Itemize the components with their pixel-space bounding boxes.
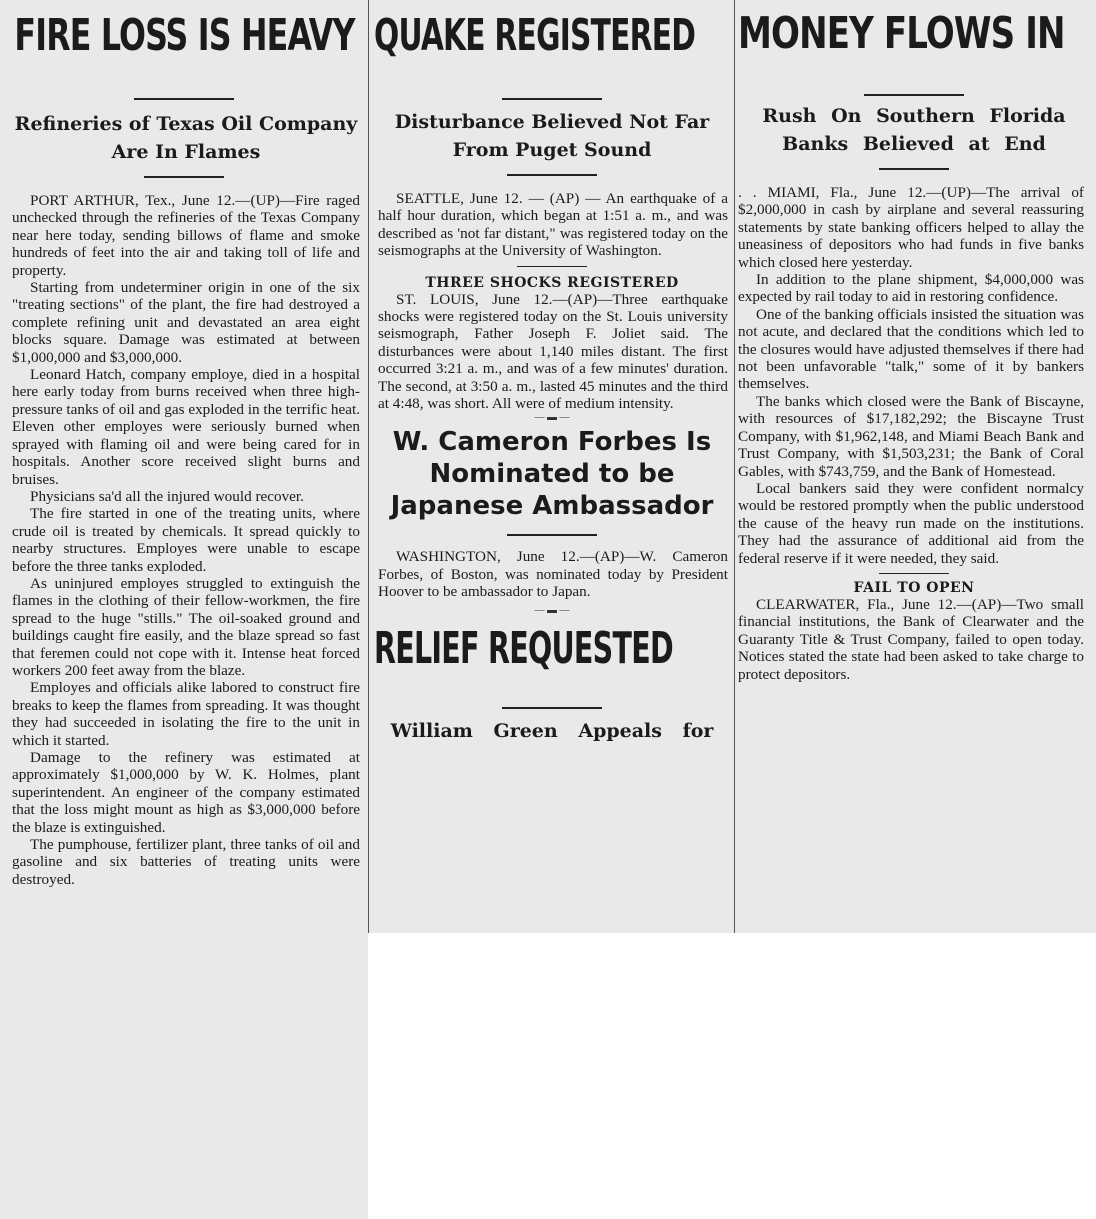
paragraph: WASHINGTON, June 12.—(AP)—W. Cameron Forbes, of Boston, was nominated today by President Hoover to be ambassador to Japan. bbox=[378, 548, 728, 601]
deck-fire-loss: Refineries of Texas Oil Company Are In Flames bbox=[14, 113, 358, 163]
paragraph: Local bankers said they were confident normalcy would be restored promptly when the public understood the cause of the heavy run made on the institutions. They had the assurance of additional aid from the federal reserve if it were needed, they said. bbox=[738, 479, 1084, 567]
paragraph: Employes and officials alike labored to construct fire breaks to keep the flames from spreading. It was thought they had succeeded in isolating the fire to the unit in which it started. bbox=[12, 679, 360, 749]
flag-ornament-icon: — ▬ — bbox=[534, 412, 570, 424]
column-money bbox=[738, 0, 1090, 933]
story-rule bbox=[517, 266, 587, 267]
paragraph: . . MIAMI, Fla., June 12.—(UP)—The arrival of $2,000,000 in cash by airplane and several reassuring statements by state banking officers helped to allay the uneasiness of depositors who had funds in five banks which closed here yesterday. bbox=[738, 184, 1084, 271]
paragraph: CLEARWATER, Fla., June 12.—(AP)—Two small financial institutions, the Bank of Clearwater and the Guaranty Title & Trust Company, failed to open today. Notices stated the state had been asked to take charge to protect depositors. bbox=[738, 595, 1084, 683]
paragraph: Starting from undeterminer origin in one of the six "treating sections" of the plant, the fire had destroyed a complete refining unit and devastated an area eight blocks square. Damage was estimated at between $1,000,000 and $3,000,000. bbox=[12, 279, 360, 366]
column-fire-loss bbox=[0, 0, 368, 1219]
subhead-fail-to-open: FAIL TO OPEN bbox=[853, 579, 975, 596]
column-divider bbox=[368, 0, 369, 933]
paragraph: As uninjured employes struggled to extinguish the flames in the clothing of their fellow-workmen, the fire spread to the huge "stills." The oil-soaked ground and buildings caught fire easily, and the blaze spread so fast that feremen could not cope with it. Intense heat forced workers 200 feet away from the blaze. bbox=[12, 574, 360, 679]
headline-relief: RELIEF REQUESTED bbox=[374, 622, 673, 674]
paragraph: PORT ARTHUR, Tex., June 12.—(UP)—Fire raged unchecked through the refineries of the Texas Company near here today, sending billows of flame and smoke hundreds of feet into the air and taking toll of life and property. bbox=[12, 192, 360, 279]
headline-money: MONEY FLOWS IN bbox=[738, 8, 1065, 59]
paragraph: Leonard Hatch, company employe, died in a hospital here early today from burns received when three high-pressure tanks of oil and gas exploded in the terrific heat. Eleven other employes were seriously burned when sprayed with flaming oil and were being cared for in hospitals. Another score received slight burns and bruises. bbox=[12, 366, 360, 488]
top-block bbox=[368, 0, 1096, 933]
story-st-louis bbox=[378, 291, 728, 413]
headline-rule bbox=[134, 98, 234, 100]
deck-money: Rush On Southern Florida Banks Believed at End bbox=[762, 105, 1066, 155]
story-money bbox=[738, 184, 1084, 567]
paragraph: SEATTLE, June 12. — (AP) — An earthquake of a half hour duration, which began at 1:51 a. m., and was described as 'not far distant," was registered today on the seismographs at the University of Washington. bbox=[378, 190, 728, 260]
deck-quake: Disturbance Believed Not Far From Puget Sound bbox=[394, 111, 710, 161]
subhead-three-shocks: THREE SHOCKS REGISTERED bbox=[425, 274, 679, 291]
paragraph: The pumphouse, fertilizer plant, three tanks of oil and gasoline and six batteries of treating units were destroyed. bbox=[12, 836, 360, 888]
story-fire-loss bbox=[12, 192, 360, 888]
deck-rule bbox=[879, 168, 949, 170]
paragraph: In addition to the plane shipment, $4,000,000 was expected by rail today to aid in restoring confidence. bbox=[738, 271, 1084, 306]
headline-forbes: W. Cameron Forbes Is Nominated to be Japanese Ambassador bbox=[390, 427, 714, 522]
paragraph: Damage to the refinery was estimated at approximately $1,000,000 by W. K. Holmes, plant superintendent. An engineer of the company estimated that the loss might mount as high as $3,000,000 before the blaze is extinguished. bbox=[12, 749, 360, 836]
story-quake bbox=[378, 190, 728, 260]
column-divider bbox=[734, 0, 735, 933]
paragraph: The fire started in one of the treating units, where crude oil is treated by chemicals. It spread quickly to nearby structures. Employes were unable to escape before the three tanks exploded. bbox=[12, 505, 360, 575]
headline-rule bbox=[507, 534, 597, 536]
headline-quake: QUAKE REGISTERED bbox=[374, 10, 696, 61]
paragraph: The banks which closed were the Bank of Biscayne, with resources of $17,182,292; the Biscayne Trust Company, with $1,962,148, and Miami Beach Bank and Trust Company, with $1,503,231; the Bank of Coral Gables, with $743,759, and the Bank of Homestead. bbox=[738, 392, 1084, 480]
paragraph: Physicians sa'd all the injured would recover. bbox=[30, 487, 304, 505]
headline-fire-loss: FIRE LOSS IS HEAVY bbox=[14, 10, 355, 61]
deck-relief: William Green Appeals for bbox=[390, 719, 714, 742]
deck-rule bbox=[144, 176, 224, 178]
paragraph: One of the banking officials insisted the situation was not acute, and declared that the conditions which led to the closures would have adjusted themselves if there had not been unfavorable "talk," some of it by bankers themselves. bbox=[738, 305, 1084, 393]
headline-rule bbox=[502, 98, 602, 100]
headline-rule bbox=[864, 94, 964, 96]
headline-rule bbox=[502, 707, 602, 709]
story-rule bbox=[879, 573, 949, 574]
flag-ornament-icon: — ▬ — bbox=[534, 604, 570, 616]
deck-rule bbox=[507, 174, 597, 176]
column-quake bbox=[374, 0, 730, 933]
story-clearwater bbox=[738, 596, 1084, 683]
story-forbes bbox=[378, 548, 728, 600]
paragraph: ST. LOUIS, June 12.—(AP)—Three earthquake shocks were registered today on the St. Louis university seismograph, Father Joseph F. Joliet said. The disturbances were about 1,140 miles distant. The first occurred 3:21 a. m., and was of a few minutes' duration. The second, at 3:50 a. m., lasted 45 minutes and the third at 4:48, was short. All were of medium intensity. bbox=[378, 290, 728, 413]
